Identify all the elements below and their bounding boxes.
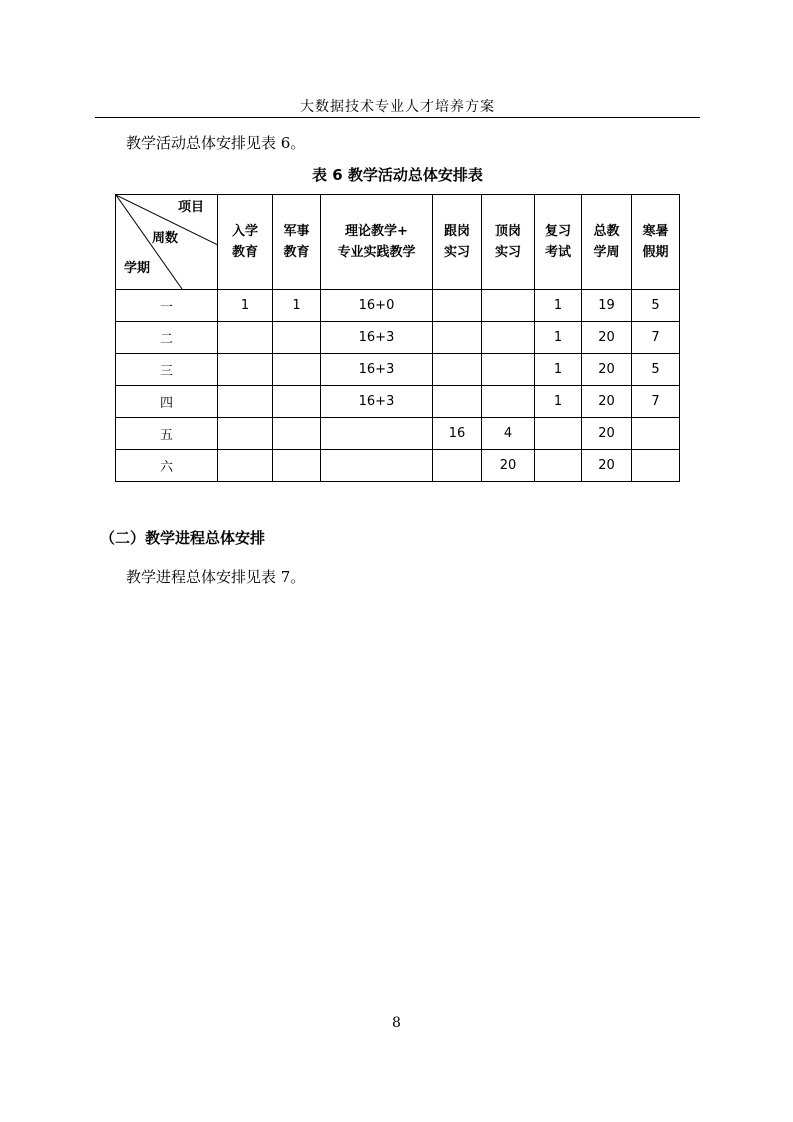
table-cell bbox=[321, 418, 433, 450]
table-cell bbox=[632, 418, 680, 450]
table-cell bbox=[433, 354, 482, 386]
table-row bbox=[116, 418, 680, 450]
table-cell: 20 bbox=[582, 418, 632, 450]
table-cell: 1 bbox=[535, 290, 582, 322]
section-heading: （二）教学进程总体安排 bbox=[100, 529, 266, 547]
table-cell bbox=[433, 322, 482, 354]
table-cell bbox=[632, 450, 680, 482]
table-cell: 5 bbox=[632, 354, 680, 386]
page-header: 大数据技术专业人才培养方案 bbox=[300, 99, 495, 115]
col-header: 跟岗 实习 bbox=[433, 195, 482, 290]
table-cell bbox=[218, 450, 273, 482]
table-cell: 20 bbox=[582, 354, 632, 386]
table-cell bbox=[218, 386, 273, 418]
col-header: 复习 考试 bbox=[535, 195, 582, 290]
table-cell bbox=[482, 290, 535, 322]
table-cell: 16 bbox=[433, 418, 482, 450]
table-cell: 1 bbox=[535, 322, 582, 354]
table-row bbox=[116, 290, 680, 322]
table-row bbox=[116, 354, 680, 386]
col-header: 总教 学周 bbox=[582, 195, 632, 290]
table-cell bbox=[321, 450, 433, 482]
corner-label-week: 周数 bbox=[152, 231, 179, 246]
term-cell: 三 bbox=[116, 354, 218, 386]
table-cell: 7 bbox=[632, 386, 680, 418]
table-cell bbox=[273, 450, 321, 482]
table-cell: 19 bbox=[582, 290, 632, 322]
teaching-activity-table bbox=[115, 194, 680, 482]
term-cell: 一 bbox=[116, 290, 218, 322]
corner-header-cell bbox=[116, 195, 218, 290]
corner-label-term: 学期 bbox=[124, 261, 151, 276]
header-divider bbox=[95, 117, 700, 118]
term-cell: 二 bbox=[116, 322, 218, 354]
table-cell bbox=[433, 386, 482, 418]
table-cell bbox=[273, 418, 321, 450]
corner-label-item: 项目 bbox=[178, 200, 205, 215]
table-cell: 1 bbox=[535, 386, 582, 418]
table-cell bbox=[218, 418, 273, 450]
table-cell bbox=[433, 450, 482, 482]
table-cell bbox=[273, 354, 321, 386]
table-cell: 4 bbox=[482, 418, 535, 450]
table-cell: 20 bbox=[582, 450, 632, 482]
table-caption: 表 6 教学活动总体安排表 bbox=[312, 166, 483, 184]
table-cell: 16+3 bbox=[321, 322, 433, 354]
table-cell bbox=[433, 290, 482, 322]
table-cell bbox=[535, 418, 582, 450]
table-header-row bbox=[116, 195, 680, 290]
table-cell bbox=[273, 386, 321, 418]
col-header: 理论教学+ 专业实践教学 bbox=[321, 195, 433, 290]
table-cell: 5 bbox=[632, 290, 680, 322]
term-cell: 六 bbox=[116, 450, 218, 482]
table-cell: 16+0 bbox=[321, 290, 433, 322]
table-cell bbox=[482, 354, 535, 386]
term-cell: 五 bbox=[116, 418, 218, 450]
table-row bbox=[116, 450, 680, 482]
col-header: 顶岗 实习 bbox=[482, 195, 535, 290]
table-cell bbox=[482, 322, 535, 354]
col-header: 寒暑 假期 bbox=[632, 195, 680, 290]
table-cell: 16+3 bbox=[321, 354, 433, 386]
table-row bbox=[116, 386, 680, 418]
table-cell bbox=[482, 386, 535, 418]
table-row bbox=[116, 322, 680, 354]
table-cell: 20 bbox=[482, 450, 535, 482]
page-number: 8 bbox=[392, 1015, 401, 1031]
table-cell: 1 bbox=[273, 290, 321, 322]
term-cell: 四 bbox=[116, 386, 218, 418]
table-cell bbox=[273, 322, 321, 354]
table-cell: 1 bbox=[535, 354, 582, 386]
table-cell: 7 bbox=[632, 322, 680, 354]
table-cell bbox=[218, 322, 273, 354]
intro-paragraph: 教学活动总体安排见表 6。 bbox=[126, 134, 306, 152]
col-header: 入学 教育 bbox=[218, 195, 273, 290]
table-cell: 20 bbox=[582, 386, 632, 418]
col-header: 军事 教育 bbox=[273, 195, 321, 290]
table-cell bbox=[535, 450, 582, 482]
table-cell: 20 bbox=[582, 322, 632, 354]
table-cell bbox=[218, 354, 273, 386]
table-cell: 1 bbox=[218, 290, 273, 322]
section-paragraph: 教学进程总体安排见表 7。 bbox=[126, 568, 306, 586]
table-cell: 16+3 bbox=[321, 386, 433, 418]
